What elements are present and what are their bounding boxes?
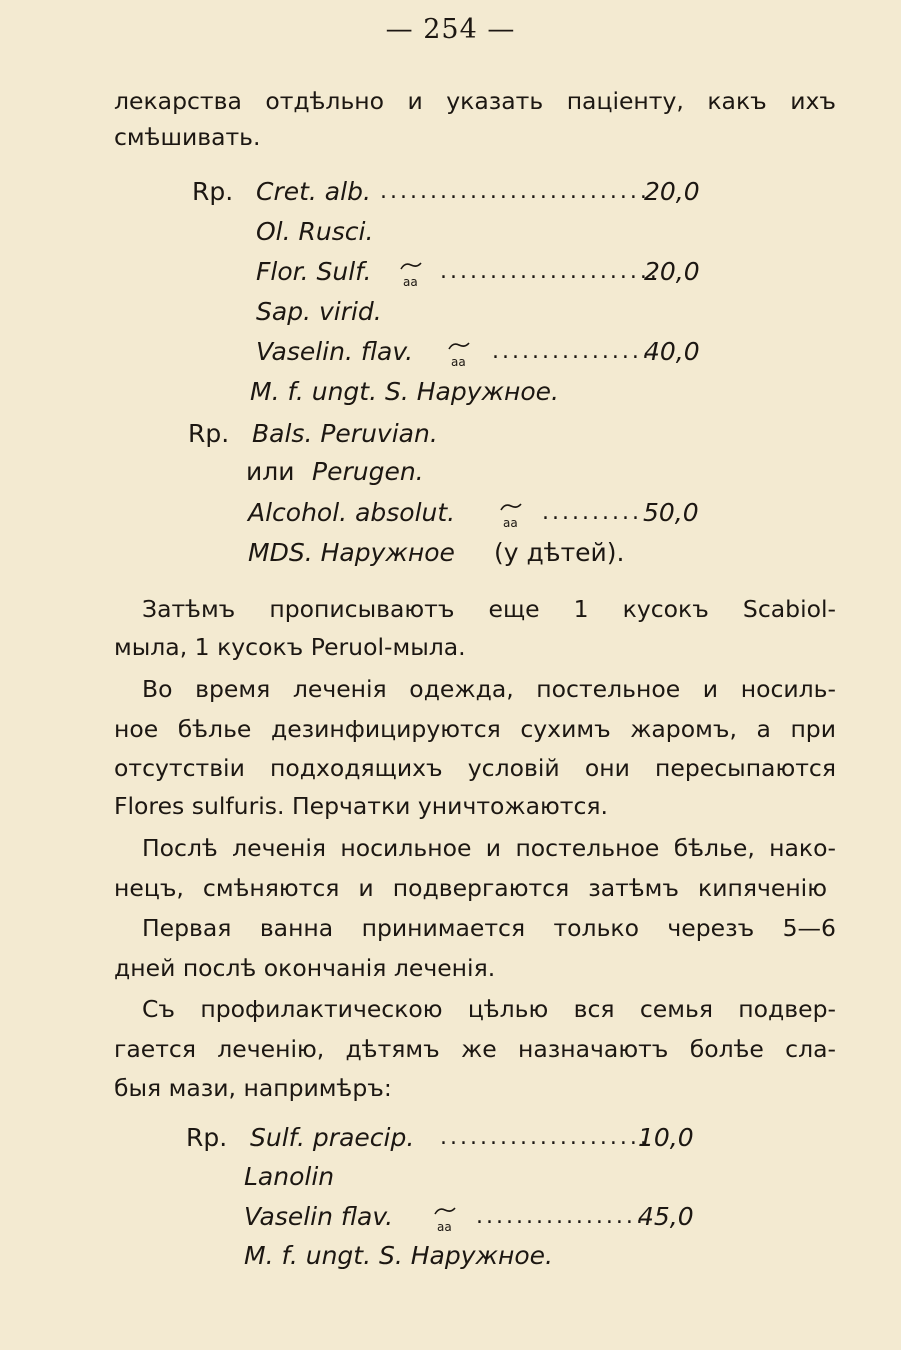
- paragraph-line: Первая ванна принимается только черезъ 5—6: [142, 914, 836, 942]
- recipe-amount: 10,0: [638, 1123, 694, 1152]
- leader-dots: ......................: [440, 259, 660, 284]
- recipe-signature: MDS. Наружное: [248, 538, 455, 567]
- leader-dots: ...........................: [380, 179, 650, 204]
- recipe-rp: Rp.: [192, 177, 234, 206]
- recipe-ingredient: Vaselin. flav.: [256, 337, 414, 366]
- paragraph-line: быя мази, напримѣръ:: [114, 1074, 392, 1102]
- recipe-ingredient: Perugen.: [312, 457, 424, 486]
- recipe-ingredient: Alcohol. absolut.: [248, 498, 456, 527]
- recipe-amount: 20,0: [644, 257, 700, 286]
- ana-symbol-icon: [444, 339, 474, 369]
- ana-symbol-icon: [396, 259, 426, 289]
- leader-dots: ..........: [542, 500, 642, 525]
- page-number: — 254 —: [385, 14, 516, 45]
- recipe-note: (у дѣтей).: [494, 538, 625, 567]
- ana-symbol-icon: [430, 1204, 460, 1234]
- ana-label: aa: [451, 355, 466, 369]
- recipe-rp: Rp.: [188, 419, 230, 448]
- recipe-ingredient: Sulf. praecip.: [250, 1123, 415, 1152]
- intro-line-1: лекарства отдѣльно и указать паціенту, какъ ихъ: [114, 87, 836, 115]
- ana-label: aa: [403, 275, 418, 289]
- ana-symbol-icon: [496, 500, 526, 530]
- paragraph-line: ное бѣлье дезинфицируются сухимъ жаромъ, а при: [114, 715, 836, 743]
- recipe-ingredient: Sap. virid.: [256, 297, 382, 326]
- ana-label: aa: [503, 516, 518, 530]
- paragraph-line: Послѣ леченія носильное и постельное бѣлье, нако-: [142, 834, 836, 862]
- paragraph-line: Затѣмъ прописываютъ еще 1 кусокъ Scabiol-: [142, 595, 836, 623]
- leader-dots: .................: [476, 1204, 646, 1229]
- recipe-ingredient: Cret. alb.: [256, 177, 371, 206]
- paragraph-line: дней послѣ окончанія леченія.: [114, 954, 496, 982]
- recipe-amount: 20,0: [644, 177, 700, 206]
- recipe-ingredient: Bals. Peruvian.: [252, 419, 438, 448]
- recipe-ingredient: Lanolin: [244, 1162, 335, 1191]
- leader-dots: ................: [492, 339, 652, 364]
- recipe-alt-word: или: [246, 457, 295, 486]
- paragraph-line: Во время леченія одежда, постельное и носиль-: [142, 675, 836, 703]
- recipe-amount: 40,0: [644, 337, 700, 366]
- recipe-amount: 50,0: [643, 498, 699, 527]
- recipe-signature: M. f. ungt. S. Наружное.: [244, 1241, 554, 1270]
- recipe-ingredient: Flor. Sulf.: [256, 257, 372, 286]
- paragraph-line: отсутствіи подходящихъ условій они пересыпаются: [114, 754, 836, 782]
- leader-dots: .....................: [440, 1125, 650, 1150]
- paragraph-line: Съ профилактическою цѣлью вся семья подвер-: [142, 995, 836, 1023]
- intro-line-2: смѣшивать.: [114, 123, 261, 151]
- recipe-ingredient: Ol. Rusci.: [256, 217, 374, 246]
- recipe-signature: M. f. ungt. S. Наружное.: [250, 377, 560, 406]
- paragraph-line: Flores sulfuris. Перчатки уничтожаются.: [114, 792, 608, 820]
- paragraph-line: мыла, 1 кусокъ Peruol-мыла.: [114, 633, 466, 661]
- recipe-rp: Rp.: [186, 1123, 228, 1152]
- ana-label: aa: [437, 1220, 452, 1234]
- recipe-ingredient: Vaselin flav.: [244, 1202, 394, 1231]
- paragraph-line: гается леченію, дѣтямъ же назначаютъ болѣе сла-: [114, 1035, 836, 1063]
- recipe-amount: 45,0: [638, 1202, 694, 1231]
- paragraph-line: нецъ, смѣняются и подвергаются затѣмъ кипяченію: [114, 874, 827, 902]
